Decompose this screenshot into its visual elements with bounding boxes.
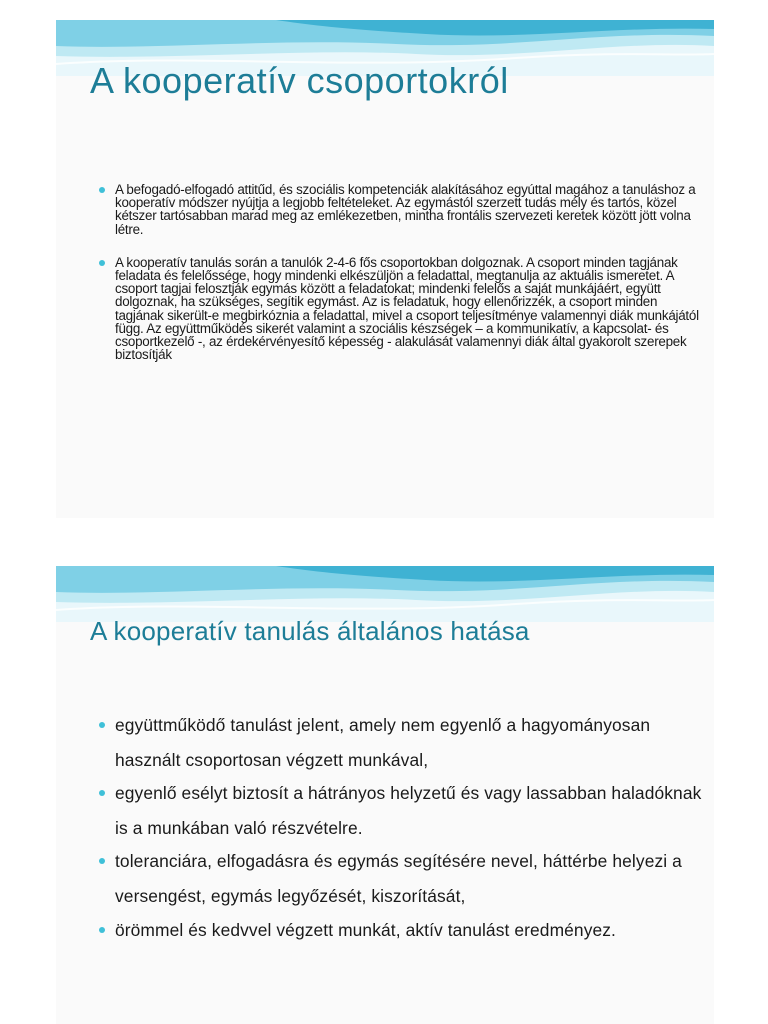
bullet-icon [99, 722, 105, 728]
slide-title: A kooperatív csoportokról [90, 60, 509, 101]
slide-title: A kooperatív tanulás általános hatása [90, 616, 530, 646]
list-item-text: egyenlő esélyt biztosít a hátrányos helyzetű és vagy lassabban haladóknak is a munkában való részvételre. [115, 783, 702, 838]
list-item-text: toleranciára, elfogadásra és egymás segítésére nevel, háttérbe helyezi a versengést, egymás legyőzését, kiszorítását, [115, 851, 682, 906]
list-item-text: örömmel és kedvvel végzett munkát, aktív tanulást eredményez. [115, 919, 616, 940]
bullet-icon [99, 260, 105, 266]
list-item [115, 776, 705, 845]
bullet-icon [99, 858, 105, 864]
list-item-text: együttműködő tanulást jelent, amely nem egyenlő a hagyományosan használt csoportosan végzett munkával, [115, 715, 651, 770]
list-item [115, 913, 705, 948]
slide-1 [56, 20, 714, 518]
list-item [115, 844, 705, 913]
list-item [115, 256, 705, 362]
list-item [115, 183, 705, 236]
list-item [115, 708, 705, 777]
bullet-list [115, 183, 705, 381]
slide-2 [56, 566, 714, 1024]
header-wave-decoration [56, 566, 714, 622]
bullet-icon [99, 927, 105, 933]
bullet-icon [99, 187, 105, 193]
bullet-icon [99, 790, 105, 796]
list-item-text: A kooperatív tanulás során a tanulók 2-4-6 fős csoportokban dolgoznak. A csoport minden tagjának feladata és felelőssége, hogy mindenki elkészüljön a feladattal, megtanulja az aktuális ismeretet. A csoport tagjai felosztják egymás között a feladatokat; mindenki felelős a saját munkájáért, együtt dolgoznak, ha szükséges, segítik egymást. Az is feladatuk, hogy ellenőrizzék, a csoport minden tagjának sikerült-e megbirkóznia a feladattal, mivel a csoport teljesítménye valamennyi diák munkájától függ. Az együttműködés sikerét valamint a szociális készségek – a kommunikatív, a kapcsolat- és csoportkezelő -, az érdekérvényesítő képesség - alakulását valamennyi diák által gyakorolt szerepek biztosítják [115, 254, 699, 363]
list-item-text: A befogadó-elfogadó attitűd, és szociális kompetenciák alakításához egyúttal magához a tanuláshoz a kooperatív módszer nyújtja a legjobb feltételeket. Az egymástól szerzett tudás mély és tartós, közel kétszer tartósabban marad meg az emlékezetben, mintha frontális szervezeti keretek között jött volna létre. [115, 182, 696, 237]
bullet-list [115, 708, 705, 946]
